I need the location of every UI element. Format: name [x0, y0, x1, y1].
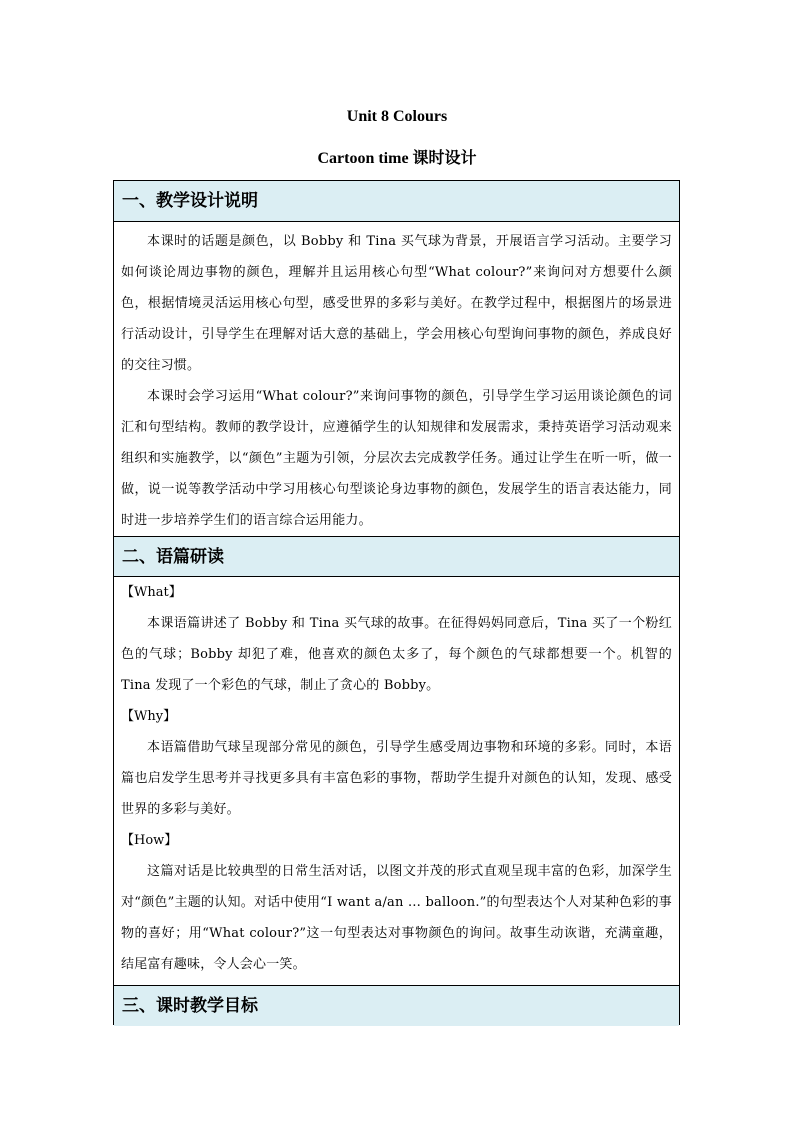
design-notes-paragraph-1: 本课时的话题是颜色，以 Bobby 和 Tina 买气球为背景，开展语言学习活动。主要学习如何谈论周边事物的颜色，理解并且运用核心句型“What colour?”来询问对方想要什么颜色，根据情境灵活运用核心句型，感受世界的多彩与美好。在教学过程中，根据图片的场景进行活动设计，引导学生在理解对话大意的基础上，学会用核心句型询问事物的颜色，养成良好的交往习惯。 [121, 234, 672, 373]
lesson-design-table [113, 180, 680, 1025]
section-body-text-analysis [114, 577, 679, 985]
how-paragraph: 这篇对话是比较典型的日常生活对话，以图文并茂的形式直观呈现丰富的色彩，加深学生对“颜色”主题的认知。对话中使用“I want a/an … balloon.”的句型表达个人对某种色彩的事物的喜好；用“What colour?”这一句型表达对事物颜色的询问。故事生动诙谐，充满童趣，结尾富有趣味，令人会心一笑。 [121, 864, 672, 972]
what-paragraph: 本课语篇讲述了 Bobby 和 Tina 买气球的故事。在征得妈妈同意后，Tina 买了一个粉红色的气球；Bobby 却犯了难，他喜欢的颜色太多了，每个颜色的气球都想要一个。机智的 Tina 发现了一个彩色的气球，制止了贪心的 Bobby。 [121, 616, 672, 693]
how-label: 【How】 [121, 833, 178, 848]
section-heading-objectives: 三、课时教学目标 [114, 985, 679, 1026]
why-label: 【Why】 [121, 709, 177, 724]
what-label: 【What】 [121, 585, 182, 600]
document-title: Unit 8 Colours [346, 108, 448, 125]
section-body-design-notes [114, 222, 679, 536]
section-heading-text-analysis: 二、语篇研读 [114, 536, 679, 577]
design-notes-paragraph-2: 本课时会学习运用“What colour?”来询问事物的颜色，引导学生学习运用谈论颜色的词汇和句型结构。教师的教学设计，应遵循学生的认知规律和发展需求，秉持英语学习活动观来组织和实施教学，以“颜色”主题为引领，分层次去完成教学任务。通过让学生在听一听，做一做，说一说等教学活动中学习用核心句型谈论身边事物的颜色，发展学生的语言表达能力，同时进一步培养学生们的语言综合运用能力。 [121, 389, 672, 528]
section-heading-design-notes: 一、教学设计说明 [114, 181, 679, 222]
why-paragraph: 本语篇借助气球呈现部分常见的颜色，引导学生感受周边事物和环境的多彩。同时，本语篇也启发学生思考并寻找更多具有丰富色彩的事物，帮助学生提升对颜色的认知，发现、感受世界的多彩与美好。 [121, 740, 672, 817]
document-subtitle: Cartoon time 课时设计 [317, 150, 477, 167]
